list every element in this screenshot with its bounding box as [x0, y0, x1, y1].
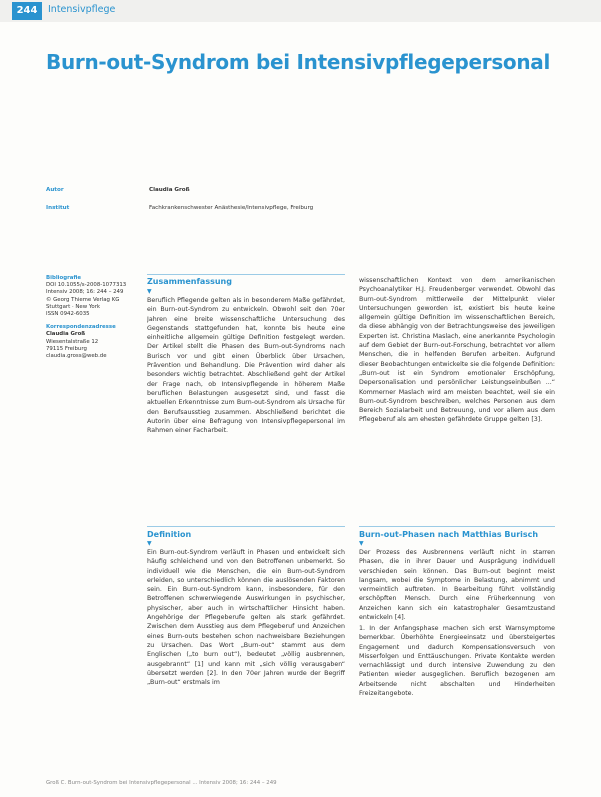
contact-label: Korrespondenzadresse	[46, 324, 116, 331]
definition-continued-text: wissenschaftlichen Kontext von dem amerikanischen Psychoanalytiker H.J. Freudenberger verwendet. Obwohl das Burn-out-Syndrom mittlerweile der Mittelpunkt vieler Untersuchungen geworden ist, existiert bis heute keine allgemein gültige Definition im wissenschaftlichen Bereich, da diese abhängig von der Betrachtungsweise des jeweiligen Experten ist. Christina Maslach, eine anerkannte Psychologin auf dem Gebiet der Burn-out-Forschung, betrachtet vor allem Menschen, die in helfenden Berufen arbeiten. Aufgrund dieser Beobachtungen entwickelte sie die folgende Definition: „Burn-out ist ein Syndrom emotionaler Erschöpfung, Depersonalisation und persönlicher Leistungseinbußen ...“ Kommerner Maslach wird am meisten beachtet, weil sie ein Burn-out-Syndrom beschreiben, welches Personen aus dem Bereich Sozialarbeit und Betreuung, und vor allem aus dem Pflegeberuf als am ehesten gefährdete Gruppe gelten [3].	[359, 277, 555, 424]
definition-text: Ein Burn-out-Syndrom verläuft in Phasen und entwickelt sich häufig schleichend und von den Betroffenen unbemerkt. So individuell wie die Menschen, die ein Burn-out-Syndrom erleiden, so unterschiedlich können die auslösenden Faktoren sein. Ein Burn-out-Syndrom kann, insbesondere, für den Betroffenen schwerwiegende Auswirkungen in psychischer, physischer, aber auch in wirtschaftlicher Hinsicht haben. Angehörige der Pflegeberufe gelten als stark gefährdet. Zwischen dem Ausstieg aus dem Pflegeberuf und Anzeichen eines Burn-outs bestehen schon nachweisbare Beziehungen zu Ursachen. Das Wort „Burn-out“ stammt aus dem Englischen („to burn out“), bedeutet „völlig ausbrennen, ausgebrannt“ [1] und kann mit „sich völlig verausgaben“ übersetzt werden [2]. In den 70er Jahren wurde der Begriff „Burn-out“ erstmals im	[147, 549, 345, 687]
section-name: Intensivpflege	[48, 4, 116, 15]
phases-list-item: 1. In der Anfangsphase machen sich erst Warnsymptome bemerkbar. Überhöhte Energieeinsatz und übersteigertes Engagement und dadurch Kompensationsversuch von Misserfolgen und Enttäuschungen. Private Kontakte werden vernachlässigt und durch intensive Zuwendung zu den Patienten wieder ausgeglichen. Beruflich bezogenen am Arbeitsende nicht abschalten und Hinderheiten Freizeitangebote.	[359, 625, 555, 698]
institute-value: Fachkrankenschwester Anästhesie/Intensivpflege, Freiburg	[149, 205, 314, 211]
author-name: Claudia Groß	[149, 187, 190, 193]
biblio-line: Stuttgart · New York	[46, 303, 101, 310]
bibliography-label: Bibliografie	[46, 275, 82, 281]
biblio-line: ISSN 0942-6035	[46, 311, 90, 318]
triangle-icon: ▼	[147, 540, 152, 547]
summary-text: Beruflich Pflegende gelten als in besonderem Maße gefährdet, ein Burn-out-Syndrom zu entwickeln. Obwohl seit den 70er Jahren eine breite wissenschaftliche Untersuchung des Gegenstands stattgefunden hat, konnte bis heute eine einheitliche allgemein gültige Definition festgelegt werden. Der Artikel stellt die Phasen des Burn-out-Syndroms nach Burisch vor und gibt einen Überblick über Ursachen, Prävention und Behandlung. Die Prävention wird daher als besonders wichtig betrachtet. Abschließend geht der Artikel der Frage nach, ob Intensivpflegende in höherem Maße beruflichen Belastungen ausgesetzt sind, und fasst die aktuellen Erkenntnisse zum Burn-out-Syndrom als Ursache für den Berufsausstieg zusammen. Abschließend berichtet die Autorin über eine Befragung von Intensivpflegepersonal im Rahmen einer Facharbeit.	[147, 297, 345, 435]
section-rule	[147, 274, 345, 275]
article-title: Burn-out-Syndrom bei Intensivpflegepersonal	[46, 50, 551, 74]
sidebar	[46, 275, 136, 360]
institute-label: Institut	[46, 205, 70, 211]
summary-heading: Zusammenfassung	[147, 277, 232, 286]
definition-heading: Definition	[147, 530, 192, 539]
biblio-line: DOI 10.1055/s-2008-1077313	[46, 282, 127, 289]
contact-line: Wiesentalstraße 12	[46, 338, 99, 345]
biblio-line: © Georg Thieme Verlag KG	[46, 296, 120, 303]
contact-line: 79115 Freiburg	[46, 345, 87, 352]
phases-heading: Burn-out-Phasen nach Matthias Burisch	[359, 530, 539, 539]
biblio-line: Intensiv 2008; 16: 244 – 249	[46, 289, 124, 296]
header-bar	[0, 0, 601, 22]
section-rule	[147, 526, 345, 527]
section-rule	[359, 526, 555, 527]
phases-text: Der Prozess des Ausbrennens verläuft nicht in starren Phasen, die in ihrer Dauer und Ausprägung individuell verschieden sein können. Das Burn-out beginnt meist langsam, wobei die Symptome in Belastung, abnimmt und vermeintlich auftreten. In Bearbeitung führt vollständig erschöpften Mensch. Durch eine Früherkennung von Anzeichen kann sich ein katastrophaler Gesamtzustand entwickeln [4].	[359, 549, 555, 622]
triangle-icon: ▼	[147, 288, 152, 295]
triangle-icon: ▼	[359, 540, 364, 547]
contact-name: Claudia Groß	[46, 331, 86, 338]
contact-email[interactable]: claudia.gross@web.de	[46, 353, 107, 360]
page-number: 244	[12, 2, 42, 20]
page-footer: Groß C. Burn-out-Syndrom bei Intensivpflegepersonal ... Intensiv 2008; 16: 244 – 249	[46, 780, 277, 786]
author-label: Autor	[46, 187, 64, 193]
